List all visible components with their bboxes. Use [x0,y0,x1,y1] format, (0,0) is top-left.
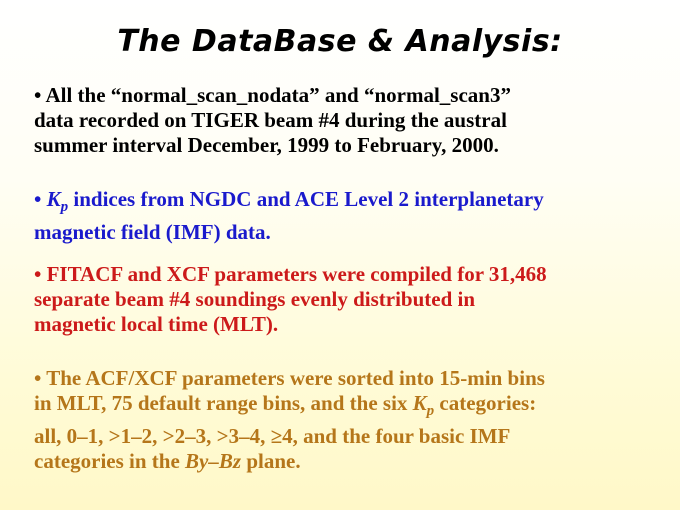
bullet-line: data recorded on TIGER beam #4 during the austral [34,108,507,132]
imf-plane-label: By–Bz [185,449,242,474]
bullet-marker: • [34,187,42,211]
kp-symbol: K [412,391,427,415]
bullet-line: magnetic field (IMF) data. [34,220,271,245]
bullet-line: summer interval December, 1999 to February, 2000. [34,133,499,157]
bullet-line [34,449,674,474]
bullet-line: • FITACF and XCF parameters were compiled for 31,468 [34,262,547,286]
bullet-fitacf-xcf [34,262,674,337]
bullet-text: categories: [434,391,537,415]
kp-subscript: p [60,199,69,216]
bullet-kp-indices [34,187,674,245]
bullet-text: indices from NGDC and ACE Level 2 interplanetary [68,187,544,211]
bullet-line [34,187,674,220]
kp-subscript: p [426,403,435,420]
slide-title: The DataBase & Analysis: [117,24,563,59]
bullet-line: separate beam #4 soundings evenly distributed in [34,287,476,311]
bullet-text: in MLT, 75 default range bins, and the six [34,391,413,415]
kp-symbol: K [46,187,61,211]
bullet-line: • The ACF/XCF parameters were sorted into 15-min bins [34,366,545,390]
bullet-text: categories in the [34,449,186,474]
bullet-line: all, 0–1, >1–2, >2–3, >3–4, ≥4, and the four basic IMF [34,424,511,449]
bullet-line [34,391,674,424]
bullet-text: plane. [241,449,301,474]
bullet-line: • All the “normal_scan_nodata” and “normal_scan3” [34,83,511,107]
bullet-line: magnetic local time (MLT). [34,312,279,336]
bullet-database [34,83,674,158]
bullet-bins [34,366,674,474]
